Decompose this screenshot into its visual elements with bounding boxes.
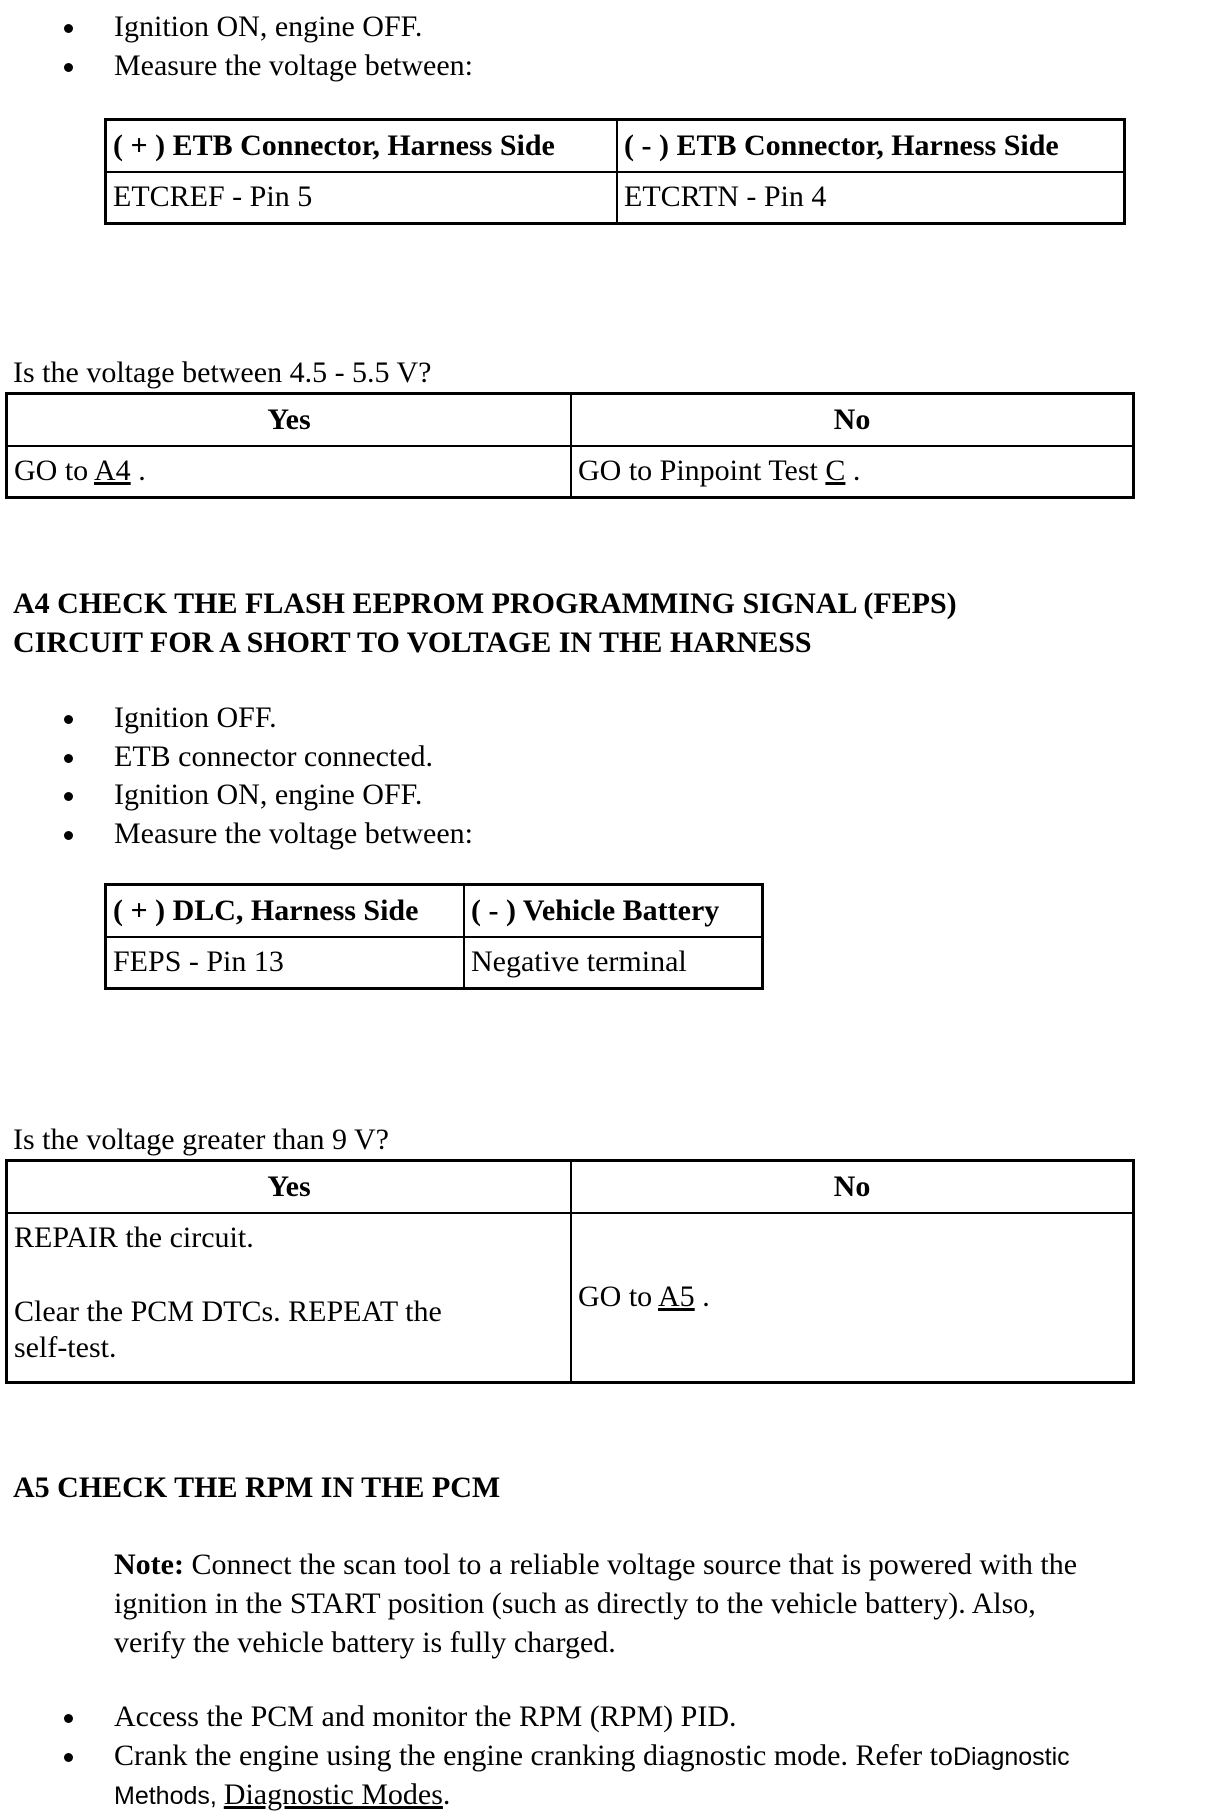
list-item <box>60 1698 1070 1737</box>
heading-line: CIRCUIT FOR A SHORT TO VOLTAGE IN THE HARNESS <box>13 626 812 659</box>
list-item <box>60 699 473 738</box>
yes-text: GO to <box>14 454 95 488</box>
bullet-icon <box>64 831 73 840</box>
table-cell: ETCRTN - Pin 4 <box>617 172 1125 224</box>
a3-result-table <box>5 392 1135 499</box>
link-a4[interactable]: A4 <box>94 454 131 488</box>
bullet-text: ETB connector connected. <box>114 739 434 773</box>
table-cell: FEPS - Pin 13 <box>106 937 465 989</box>
bullet-icon <box>64 754 73 763</box>
bullet-icon <box>64 1753 73 1762</box>
list-item <box>60 815 473 854</box>
link-diagnostic-modes[interactable]: Diagnostic Modes <box>223 1777 443 1811</box>
list-item <box>60 738 473 777</box>
no-header: No <box>571 1161 1134 1213</box>
yes-text: REPAIR the circuit. <box>14 1220 254 1254</box>
note-text: Connect the scan tool to a reliable voltage source that is powered with the <box>183 1548 1078 1581</box>
bullet-text: Measure the voltage between: <box>114 48 474 82</box>
reference-text: Diagnostic <box>952 1742 1070 1771</box>
bullet-icon <box>64 24 73 33</box>
table-header: ( + ) ETB Connector, Harness Side <box>106 120 618 172</box>
bullet-icon <box>64 63 73 72</box>
no-suffix: . <box>694 1280 710 1314</box>
a3-question: Is the voltage between 4.5 - 5.5 V? <box>13 356 432 389</box>
a4-question: Is the voltage greater than 9 V? <box>13 1123 389 1156</box>
a4-bullet-list <box>60 699 473 853</box>
a5-note <box>114 1545 1204 1662</box>
bullet-text: Crank the engine using the engine cranking diagnostic mode. Refer to <box>114 1738 953 1772</box>
a3-measure-table <box>104 118 1126 225</box>
table-cell: Negative terminal <box>464 937 763 989</box>
yes-suffix: . <box>130 454 146 488</box>
bullet-text: Ignition ON, engine OFF. <box>114 10 423 43</box>
bullet-icon <box>64 792 73 801</box>
no-cell <box>571 1213 1134 1383</box>
note-text: ignition in the START position (such as directly to the vehicle battery). Also, <box>114 1587 1036 1620</box>
note-text: verify the vehicle battery is fully charged. <box>114 1626 616 1659</box>
a5-bullet-list <box>60 1698 1070 1815</box>
a4-heading <box>13 584 957 662</box>
bullet-icon <box>64 1714 73 1723</box>
no-cell <box>571 446 1134 498</box>
bullet-text: Ignition ON, engine OFF. <box>114 778 423 811</box>
no-text: GO to <box>578 1280 659 1314</box>
note-label: Note: <box>114 1548 184 1581</box>
a4-result-table <box>5 1159 1135 1384</box>
yes-cell <box>7 446 572 498</box>
a3-bullet-list <box>60 8 473 85</box>
table-header: ( + ) DLC, Harness Side <box>106 885 465 937</box>
table-header: ( - ) ETB Connector, Harness Side <box>617 120 1125 172</box>
a5-heading: A5 CHECK THE RPM IN THE PCM <box>13 1471 501 1504</box>
no-text: GO to Pinpoint Test <box>578 454 826 488</box>
reference-text: Methods, <box>114 1781 224 1810</box>
yes-text: self-test. <box>14 1330 117 1364</box>
yes-header: Yes <box>7 1161 572 1213</box>
no-header: No <box>571 394 1134 446</box>
list-item <box>60 1737 1070 1815</box>
list-item <box>60 776 473 815</box>
table-cell: ETCREF - Pin 5 <box>106 172 618 224</box>
list-item <box>60 8 473 47</box>
yes-cell <box>7 1213 572 1383</box>
link-pinpoint-c[interactable]: C <box>825 454 846 488</box>
bullet-end: . <box>442 1777 451 1811</box>
link-a5[interactable]: A5 <box>658 1280 695 1314</box>
heading-line: A4 CHECK THE FLASH EEPROM PROGRAMMING SIGNAL (FEPS) <box>13 587 957 620</box>
list-item <box>60 47 473 86</box>
no-suffix: . <box>845 454 861 488</box>
bullet-icon <box>64 715 73 724</box>
bullet-text: Access the PCM and monitor the RPM (RPM) PID. <box>114 1700 737 1733</box>
yes-header: Yes <box>7 394 572 446</box>
bullet-text: Measure the voltage between: <box>114 816 474 850</box>
yes-text: Clear the PCM DTCs. REPEAT the <box>14 1294 442 1328</box>
table-header: ( - ) Vehicle Battery <box>464 885 763 937</box>
a4-measure-table <box>104 883 764 990</box>
bullet-text: Ignition OFF. <box>114 701 277 734</box>
